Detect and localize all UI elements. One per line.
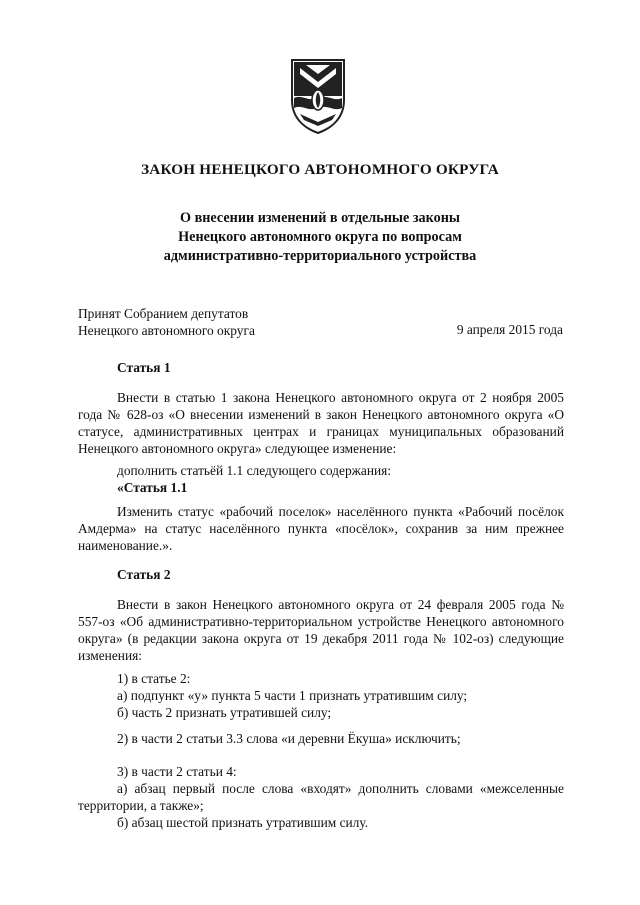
list-item: 3) в части 2 статьи 4: — [117, 764, 237, 779]
document-title: ЗАКОН НЕНЕЦКОГО АВТОНОМНОГО ОКРУГА — [141, 161, 499, 178]
paragraph: Внести в закон Ненецкого автономного округа от 24 февраля 2005 года № 557-оз «Об административно-территориальном устройстве Ненецкого автономного округа» (в редакции закона округа от 19 декабря 2011 года № 102-оз) следующие изменения: — [78, 597, 564, 663]
list-item: а) подпункт «у» пункта 5 части 1 признать утратившим силу; — [117, 688, 468, 703]
article-2-item-1 — [78, 670, 564, 721]
paragraph: Изменить статус «рабочий поселок» населённого пункта «Рабочий посёлок Амдерма» на статус населённого пункта «посёлок», сохранив за ним прежнее наименование.». — [78, 504, 564, 553]
article-1-heading — [78, 359, 564, 376]
adopted-by-line: Ненецкого автономного округа — [78, 323, 255, 338]
article-2-item-3 — [78, 763, 564, 831]
subtitle-line: Ненецкого автономного округа по вопросам — [178, 229, 462, 245]
coat-of-arms-icon — [286, 56, 350, 136]
subtitle-line: административно-территориального устройства — [163, 248, 477, 264]
adoption-block — [78, 305, 255, 339]
article-2-item-2 — [78, 730, 564, 747]
article-1-paragraph — [78, 389, 564, 457]
article-heading: Статья 1 — [117, 360, 171, 375]
article-2-paragraph — [78, 596, 564, 664]
paragraph: дополнить статьёй 1.1 следующего содержания: — [117, 463, 392, 478]
list-item: а) абзац первый после слова «входят» дополнить словами «межселенные территории, а также»; — [78, 781, 564, 813]
adoption-date: 9 апреля 2015 года — [456, 322, 563, 337]
paragraph: Внести в статью 1 закона Ненецкого автономного округа от 2 ноября 2005 года № 628-оз «О внесении изменений в закон Ненецкого автономного округа «О статусе, административных центрах и границах муниципальных образований Ненецкого автономного округа» следующее изменение: — [78, 390, 564, 456]
list-item: 2) в части 2 статьи 3.3 слова «и деревни Ёкуша» исключить; — [117, 731, 461, 746]
article-2-heading — [78, 566, 564, 583]
article-1-sub-paragraph — [78, 503, 564, 554]
article-heading: Статья 2 — [117, 567, 171, 582]
sub-article-heading: «Статья 1.1 — [117, 480, 188, 495]
list-item: 1) в статье 2: — [117, 671, 191, 686]
subtitle-line: О внесении изменений в отдельные законы — [180, 210, 460, 226]
list-item: б) часть 2 признать утратившей силу; — [117, 705, 332, 720]
adopted-by-line: Принят Собранием депутатов — [78, 306, 249, 321]
document-subtitle — [0, 209, 640, 266]
list-item: б) абзац шестой признать утратившим силу. — [117, 815, 369, 830]
article-1-amendment — [78, 462, 564, 496]
